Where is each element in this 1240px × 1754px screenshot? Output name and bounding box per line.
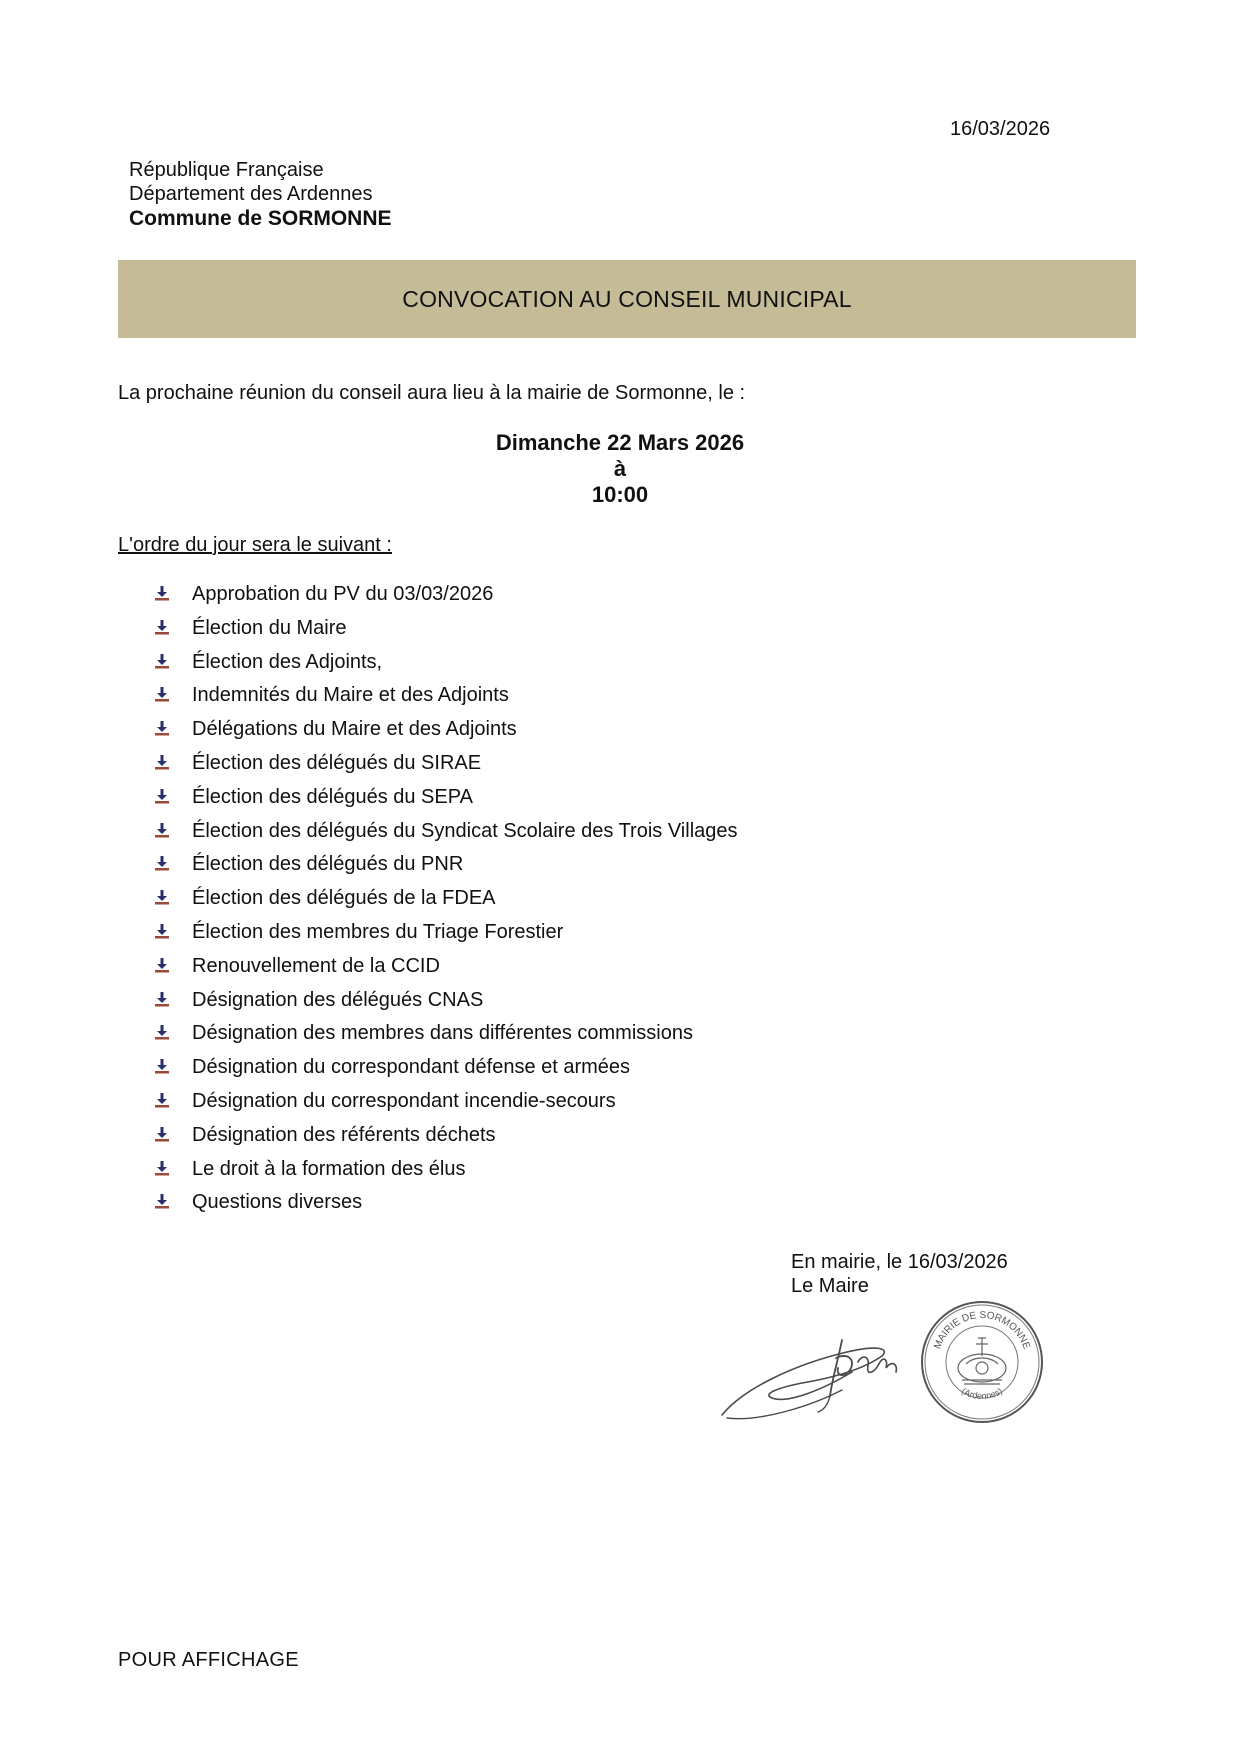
agenda-item-label: Élection des délégués du Syndicat Scolaire des Trois Villages <box>192 819 738 842</box>
agenda-item <box>150 578 738 612</box>
agenda-item <box>150 1186 738 1220</box>
agenda-item-label: Désignation des référents déchets <box>192 1123 496 1146</box>
agenda-item-label: Approbation du PV du 03/03/2026 <box>192 583 494 605</box>
agenda-item-label: Élection des Adjoints, <box>192 650 383 673</box>
agenda-item-label: Le droit à la formation des élus <box>192 1157 466 1180</box>
down-arrow-bullet-icon <box>154 721 170 737</box>
agenda-item-label: Désignation du correspondant défense et armées <box>192 1056 631 1079</box>
agenda-item <box>150 646 738 680</box>
down-arrow-bullet-icon <box>154 1059 170 1075</box>
agenda-item <box>150 679 738 713</box>
display-notice: POUR AFFICHAGE <box>118 1649 299 1671</box>
agenda-item-label: Désignation du correspondant incendie-secours <box>192 1089 616 1112</box>
meeting-day: Dimanche 22 Mars 2026 <box>495 430 745 455</box>
down-arrow-bullet-icon <box>154 654 170 670</box>
down-arrow-bullet-icon <box>154 1161 170 1177</box>
letterhead-republic: République Française <box>129 159 324 181</box>
agenda-item <box>150 1119 738 1153</box>
agenda-item-label: Élection des membres du Triage Forestier <box>192 920 564 943</box>
agenda-item <box>150 747 738 781</box>
down-arrow-bullet-icon <box>154 1093 170 1109</box>
agenda-heading: L'ordre du jour sera le suivant : <box>118 534 392 556</box>
agenda-item <box>150 984 738 1018</box>
seal-top-text: MAIRIE DE SORMONNE <box>932 1309 1032 1351</box>
down-arrow-bullet-icon <box>154 1025 170 1041</box>
agenda-item <box>150 1017 738 1051</box>
down-arrow-bullet-icon <box>154 958 170 974</box>
down-arrow-bullet-icon <box>154 586 170 602</box>
agenda-item <box>150 1085 738 1119</box>
seal-bottom-text: (Ardennes) <box>959 1385 1005 1402</box>
meeting-datetime <box>420 430 820 508</box>
agenda-item <box>150 815 738 849</box>
down-arrow-bullet-icon <box>154 890 170 906</box>
agenda-item <box>150 713 738 747</box>
agenda-item <box>150 612 738 646</box>
agenda-list <box>150 578 738 1220</box>
agenda-item-label: Renouvellement de la CCID <box>192 954 440 977</box>
agenda-item-label: Élection des délégués du SIRAE <box>192 751 482 774</box>
agenda-item-label: Élection des délégués du SEPA <box>192 785 473 808</box>
agenda-item-label: Désignation des membres dans différentes commissions <box>192 1022 693 1045</box>
down-arrow-bullet-icon <box>154 992 170 1008</box>
agenda-item <box>150 882 738 916</box>
down-arrow-bullet-icon <box>154 823 170 839</box>
down-arrow-bullet-icon <box>154 856 170 872</box>
down-arrow-bullet-icon <box>154 924 170 940</box>
meeting-time: 10:00 <box>591 482 649 507</box>
municipal-seal <box>918 1298 1046 1426</box>
title-band <box>118 260 1136 338</box>
document-title: CONVOCATION AU CONSEIL MUNICIPAL <box>402 285 852 312</box>
down-arrow-bullet-icon <box>154 620 170 636</box>
agenda-item-label: Questions diverses <box>192 1191 363 1214</box>
seal-emblem <box>958 1338 1006 1384</box>
agenda-item <box>150 1051 738 1085</box>
agenda-item <box>150 950 738 984</box>
agenda-item <box>150 916 738 950</box>
down-arrow-bullet-icon <box>154 755 170 771</box>
down-arrow-bullet-icon <box>154 1127 170 1143</box>
mayor-signature <box>712 1300 932 1430</box>
intro-text: La prochaine réunion du conseil aura lieu à la mairie de Sormonne, le : <box>118 382 746 404</box>
agenda-item <box>150 848 738 882</box>
agenda-item <box>150 1153 738 1187</box>
letterhead-department: Département des Ardennes <box>129 183 373 205</box>
letterhead <box>129 158 392 232</box>
letterhead-commune: Commune de SORMONNE <box>129 207 392 230</box>
agenda-item-label: Élection des délégués du PNR <box>192 853 464 876</box>
down-arrow-bullet-icon <box>154 687 170 703</box>
meeting-connector: à <box>613 456 627 481</box>
signature-role: Le Maire <box>791 1275 869 1297</box>
agenda-item <box>150 781 738 815</box>
signature-place-date: En mairie, le 16/03/2026 <box>791 1251 1008 1273</box>
agenda-item-label: Délégations du Maire et des Adjoints <box>192 718 517 741</box>
down-arrow-bullet-icon <box>154 789 170 805</box>
document-date: 16/03/2026 <box>950 118 1051 140</box>
down-arrow-bullet-icon <box>154 1194 170 1210</box>
agenda-item-label: Indemnités du Maire et des Adjoints <box>192 684 509 707</box>
agenda-item-label: Élection des délégués de la FDEA <box>192 887 496 910</box>
agenda-item-label: Désignation des délégués CNAS <box>192 988 484 1011</box>
agenda-item-label: Élection du Maire <box>192 616 347 639</box>
signature-block <box>791 1250 1008 1298</box>
